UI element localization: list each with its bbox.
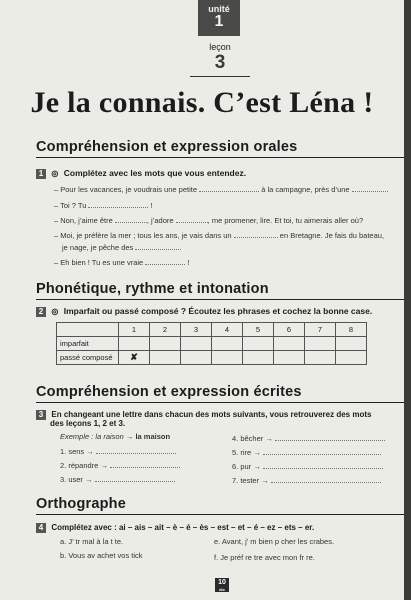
grid-checkbox[interactable] [336, 351, 367, 365]
example-answer: → la maison [125, 432, 171, 441]
grid-column-header: 3 [181, 323, 212, 337]
blank-field[interactable] [135, 241, 179, 250]
spelling-item-a: a. J’ tr mal à la t te. [60, 537, 124, 546]
word-item: 3. user → [60, 473, 175, 484]
grid-checkbox[interactable] [274, 351, 305, 365]
grid-checkbox-checked[interactable]: ✘ [119, 351, 150, 365]
unit-number: 1 [214, 13, 224, 30]
blank-field[interactable] [176, 214, 208, 223]
page-number: 10 [218, 579, 226, 586]
grid-column-header: 6 [274, 323, 305, 337]
word-item: 7. tester → [232, 474, 381, 485]
dialogue-line: je nage, je pêche des . [62, 243, 182, 252]
dialogue-line: – Non, j’aime être , j’adore , me promener, lire. Et toi, tu aimerais aller où? [54, 216, 364, 225]
page-number-words: dix [219, 587, 225, 592]
section-rule [36, 299, 404, 300]
grid-checkbox[interactable] [305, 337, 336, 351]
blank-field[interactable] [263, 446, 381, 455]
blank-field[interactable] [96, 445, 176, 454]
grid-checkbox[interactable] [243, 337, 274, 351]
word-item: 5. rire → [232, 446, 381, 457]
grid-column-header: 4 [212, 323, 243, 337]
lesson-label: leçon [209, 42, 231, 52]
grid-checkbox[interactable] [150, 337, 181, 351]
dialogue-line: – Eh bien ! Tu es une vraie ! [54, 258, 190, 267]
grid-checkbox[interactable] [212, 337, 243, 351]
spelling-item-f: f. Je préf re tre avec mon fr re. [214, 553, 315, 562]
grid-column-header: 2 [150, 323, 181, 337]
exercise-number: 2 [36, 307, 46, 317]
grid-row-label: imparfait [57, 337, 119, 351]
blank-field[interactable] [95, 473, 175, 482]
blank-field[interactable] [115, 214, 147, 223]
word-item: 2. répandre → [60, 459, 180, 470]
dialogue-line: – Pour les vacances, je voudrais une petite à la campagne, près d’une [54, 183, 388, 194]
instruction-text: Complétez avec : ai – ais – ait – è – é – ès – est – et – é – ez – ets – er. [51, 523, 315, 532]
instruction-text: En changeant une lettre dans chacun des mots suivants, vous retrouverez des mots [51, 410, 372, 419]
exercise-1-instruction [36, 168, 246, 179]
section-heading-phonetics: Phonétique, rythme et intonation [36, 281, 269, 297]
grid-checkbox[interactable] [305, 351, 336, 365]
spelling-item-e: e. Avant, j’ m bien p cher les crabes. [214, 537, 335, 546]
blank-field[interactable] [110, 459, 180, 468]
word-item: 6. pur → [232, 460, 383, 471]
word-item: 4. bêcher → [232, 432, 385, 443]
word-item: 1. sens → [60, 445, 176, 456]
answer-grid [56, 322, 367, 365]
blank-field[interactable] [88, 199, 148, 208]
blank-field[interactable] [352, 183, 388, 192]
section-heading-spelling: Orthographe [36, 496, 127, 512]
blank-field[interactable] [145, 256, 185, 265]
grid-checkbox[interactable] [119, 337, 150, 351]
exercise-2-instruction [36, 306, 372, 317]
exercise-number: 4 [36, 523, 46, 533]
grid-checkbox[interactable] [181, 337, 212, 351]
page-title: Je la connais. C’est Léna ! [30, 86, 374, 119]
dialogue-line: – Moi, je préfère la mer ; tous les ans, je vais dans un en Bretagne. Je fais du bateau, [54, 231, 385, 240]
grid-column-header: 8 [336, 323, 367, 337]
instruction-text: Imparfait ou passé composé ? Écoutez les phrases et cochez la bonne case. [63, 306, 373, 316]
spelling-item-b: b. Vous av achet vos tick [60, 551, 143, 560]
grid-checkbox[interactable] [243, 351, 274, 365]
grid-column-header: 5 [243, 323, 274, 337]
grid-corner [57, 323, 119, 337]
exercise-number: 1 [36, 169, 46, 179]
audio-icon: ◎ [51, 169, 59, 178]
grid-row-label: passé composé [57, 351, 119, 365]
exercise-3-instruction-cont: des leçons 1, 2 et 3. [50, 419, 126, 428]
grid-checkbox[interactable] [181, 351, 212, 365]
unit-label: unité [208, 4, 230, 14]
section-rule [36, 514, 404, 515]
dialogue-line: – Toi ? Tu ! [54, 201, 153, 210]
lesson-rule [190, 76, 250, 77]
grid-checkbox[interactable] [212, 351, 243, 365]
section-rule [36, 157, 404, 158]
blank-field[interactable] [271, 474, 381, 483]
audio-icon: ◎ [51, 307, 59, 316]
example-label: Exemple : la raison [60, 432, 124, 441]
section-rule [36, 402, 404, 403]
blank-field[interactable] [275, 432, 385, 441]
blank-field[interactable] [263, 460, 383, 469]
section-heading-oral: Compréhension et expression orales [36, 139, 298, 155]
grid-checkbox[interactable] [150, 351, 181, 365]
blank-field[interactable] [199, 183, 259, 192]
page-number-badge [215, 578, 229, 592]
unit-tab [198, 0, 240, 36]
exercise-4-instruction [36, 522, 314, 533]
blank-field[interactable] [234, 229, 278, 238]
grid-column-header: 7 [305, 323, 336, 337]
exercise-number: 3 [36, 410, 46, 420]
instruction-text: Complétez avec les mots que vous entendez. [63, 168, 247, 178]
section-heading-written: Compréhension et expression écrites [36, 384, 302, 400]
grid-checkbox[interactable] [336, 337, 367, 351]
grid-checkbox[interactable] [274, 337, 305, 351]
grid-column-header: 1 [119, 323, 150, 337]
example-line [60, 432, 170, 441]
lesson-number: 3 [214, 52, 226, 73]
